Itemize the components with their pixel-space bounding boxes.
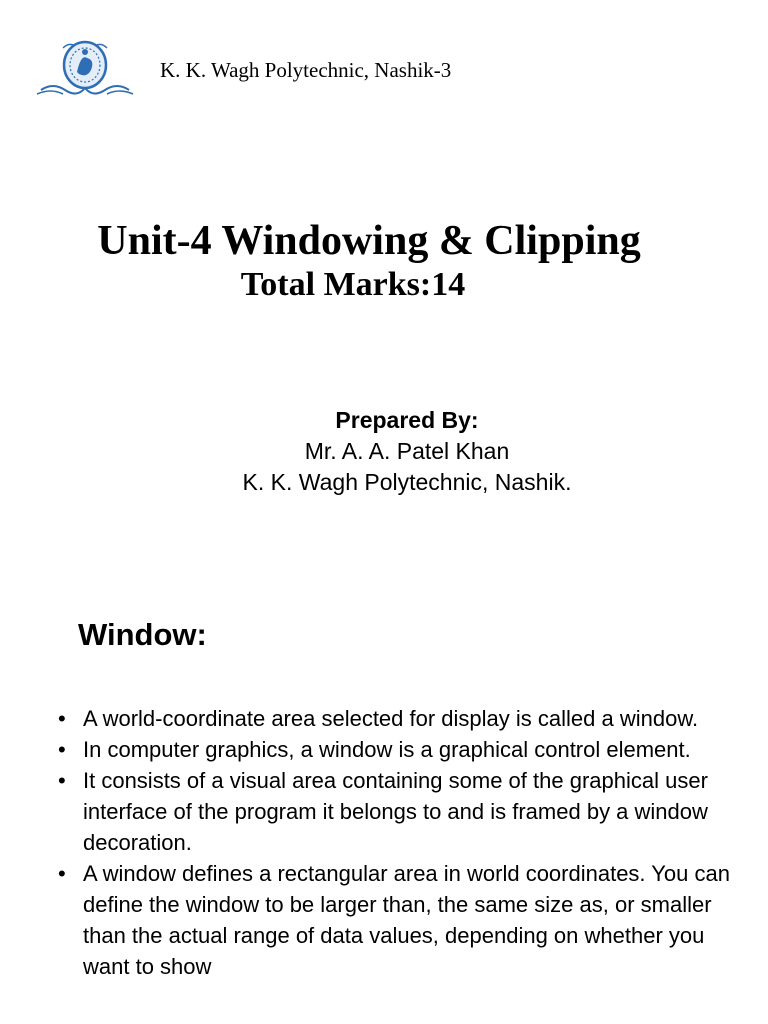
list-item: • A window defines a rectangular area in world coordinates. You can define the window to be larger than, the same size as, or smaller than the actual range of data values, depending on whether you want to show — [56, 858, 736, 982]
author-institution: K. K. Wagh Polytechnic, Nashik. — [242, 469, 572, 495]
slide-window — [0, 590, 768, 1024]
prepared-by-block — [0, 405, 768, 498]
total-marks: Total Marks:14 — [240, 266, 466, 303]
list-item: • It consists of a visual area containing some of the graphical user interface of the program it belongs to and is framed by a window decoration. — [56, 765, 736, 858]
section-heading: Window: — [78, 617, 207, 652]
list-item: • In computer graphics, a window is a graphical control element. — [56, 734, 736, 765]
prepared-by-label: Prepared By: — [335, 407, 479, 433]
unit-title: Unit-4 Windowing & Clipping — [97, 218, 641, 264]
list-item: • A world-coordinate area selected for display is called a window. — [56, 703, 736, 734]
author-name: Mr. A. A. Patel Khan — [304, 438, 510, 464]
college-emblem-logo — [33, 38, 137, 98]
institution-header: K. K. Wagh Polytechnic, Nashik-3 — [160, 58, 452, 82]
bullet-list — [56, 703, 736, 982]
